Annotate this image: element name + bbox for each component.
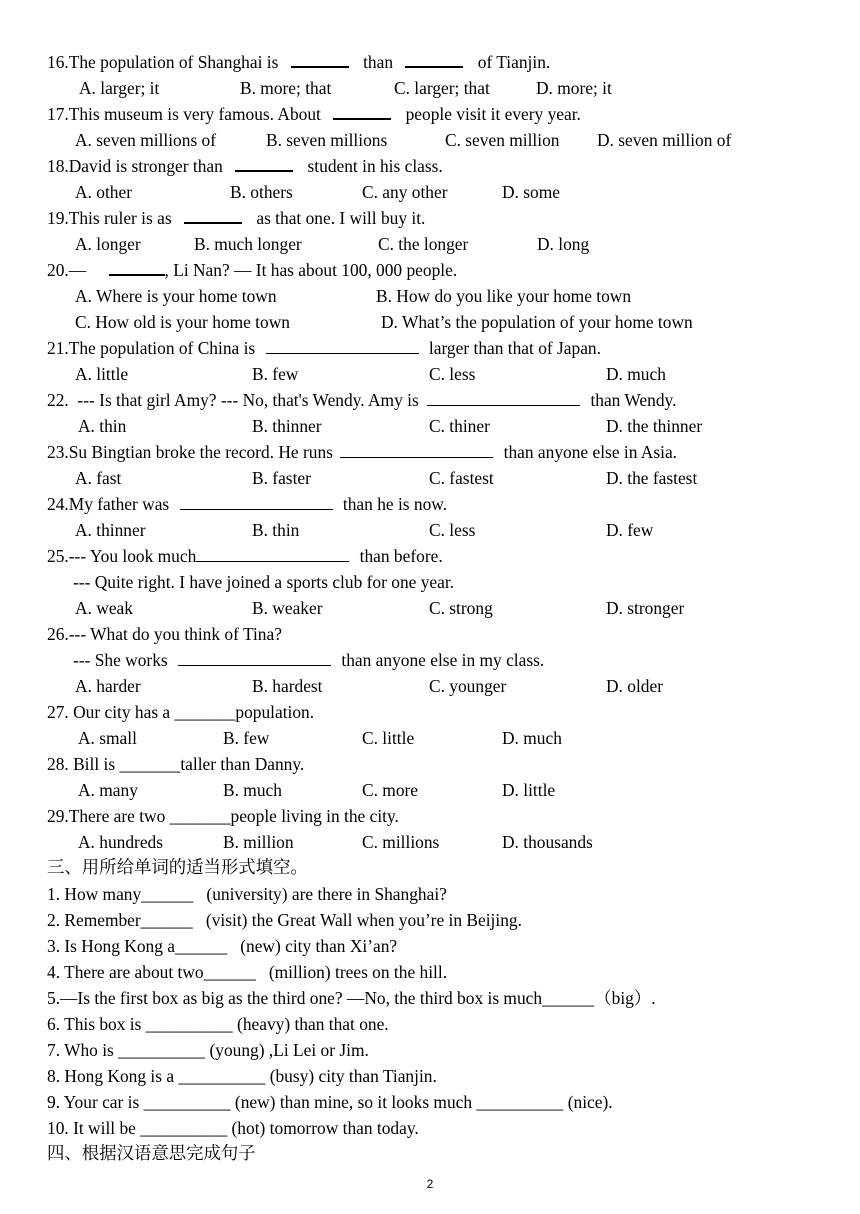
- fill-item-9: 9. Your car is __________ (new) than mine, so it looks much __________ (nice).: [47, 1092, 613, 1112]
- q16-text-b: than: [363, 52, 394, 72]
- q24-blank: [180, 494, 333, 510]
- q23-option-b: B. faster: [252, 468, 311, 488]
- q29-option-a: A. hundreds: [78, 832, 164, 852]
- q27-option-c: C. little: [362, 728, 415, 748]
- q25-text-a: 25.--- You look much: [47, 546, 197, 566]
- q24-option-c: C. less: [429, 520, 476, 540]
- q23-text-b: than anyone else in Asia.: [503, 442, 678, 462]
- q17-option-a: A. seven millions of: [75, 130, 217, 150]
- q25-option-b: B. weaker: [252, 598, 323, 618]
- q20-option-b: B. How do you like your home town: [376, 286, 632, 306]
- q23-option-d: D. the fastest: [606, 468, 698, 488]
- q22-text-b: than Wendy.: [590, 390, 677, 410]
- q26-option-a: A. harder: [75, 676, 141, 696]
- q19-option-a: A. longer: [75, 234, 141, 254]
- q27-option-d: D. much: [502, 728, 562, 748]
- q25-text-b: than before.: [359, 546, 443, 566]
- q19-option-b: B. much longer: [194, 234, 302, 254]
- q27-option-b: B. few: [223, 728, 270, 748]
- q21-blank: [266, 338, 419, 354]
- q17-option-c: C. seven million: [445, 130, 560, 150]
- q22-option-a: A. thin: [78, 416, 127, 436]
- q17-text-b: people visit it every year.: [405, 104, 581, 124]
- q24-text-b: than he is now.: [342, 494, 448, 514]
- q18-option-c: C. any other: [362, 182, 448, 202]
- q16-blank-1: [291, 51, 349, 68]
- q26-option-b: B. hardest: [252, 676, 323, 696]
- q21-option-a: A. little: [75, 364, 129, 384]
- q21-option-b: B. few: [252, 364, 299, 384]
- q20-option-d: D. What’s the population of your home town: [381, 312, 693, 332]
- fill-item-4: 4. There are about two______ (million) trees on the hill.: [47, 962, 448, 982]
- q21-option-d: D. much: [606, 364, 666, 384]
- q25-reply: --- Quite right. I have joined a sports club for one year.: [73, 572, 455, 592]
- q23-option-c: C. fastest: [429, 468, 494, 488]
- q24-text-a: 24.My father was: [47, 494, 170, 514]
- q19-blank: [184, 207, 242, 224]
- q16-option-d: D. more; it: [536, 78, 612, 98]
- q18-option-b: B. others: [230, 182, 293, 202]
- question-29: 29.There are two _______people living in the city.: [47, 806, 399, 826]
- question-21: [47, 337, 601, 359]
- q16-text-a: 16.The population of Shanghai is: [47, 52, 279, 72]
- q22-option-d: D. the thinner: [606, 416, 703, 436]
- question-23: [47, 441, 677, 463]
- q17-option-d: D. seven million of: [597, 130, 732, 150]
- q18-option-d: D. some: [502, 182, 560, 202]
- question-24: [47, 493, 447, 515]
- q18-text-a: 18.David is stronger than: [47, 156, 223, 176]
- fill-item-10: 10. It will be __________ (hot) tomorrow than today.: [47, 1118, 419, 1138]
- q20-option-c: C. How old is your home town: [75, 312, 290, 332]
- q25-option-d: D. stronger: [606, 598, 685, 618]
- q22-text-a: 22. --- Is that girl Amy? --- No, that's Wendy. Amy is: [47, 390, 419, 410]
- question-26: [47, 623, 282, 645]
- question-25: [47, 545, 443, 567]
- q23-blank: [340, 442, 493, 458]
- question-19: [47, 207, 425, 229]
- q28-option-d: D. little: [502, 780, 556, 800]
- fill-item-1: 1. How many______ (university) are there in Shanghai?: [47, 884, 447, 904]
- q26-option-c: C. younger: [429, 676, 507, 696]
- q26-option-d: D. older: [606, 676, 663, 696]
- q16-blank-2: [405, 51, 463, 68]
- question-16: [47, 51, 550, 73]
- q29-option-b: B. million: [223, 832, 294, 852]
- q22-blank: [427, 390, 580, 406]
- q25-blank: [196, 546, 349, 562]
- fill-item-2: 2. Remember______ (visit) the Great Wall when you’re in Beijing.: [47, 910, 522, 930]
- q24-option-a: A. thinner: [75, 520, 146, 540]
- q20-option-a: A. Where is your home town: [75, 286, 277, 306]
- q21-text-b: larger than that of Japan.: [428, 338, 601, 358]
- fill-item-3: 3. Is Hong Kong a______ (new) city than Xi’an?: [47, 936, 398, 956]
- q17-text-a: 17.This museum is very famous. About: [47, 104, 321, 124]
- fill-item-6: 6. This box is __________ (heavy) than that one.: [47, 1014, 389, 1034]
- q29-option-c: C. millions: [362, 832, 440, 852]
- q18-text-b: student in his class.: [307, 156, 443, 176]
- q24-option-b: B. thin: [252, 520, 300, 540]
- q20-blank: [109, 259, 165, 276]
- fill-item-5: 5.—Is the first box as big as the third one? —No, the third box is much______（big）.: [47, 988, 656, 1008]
- question-27: 27. Our city has a _______population.: [47, 702, 315, 722]
- section-4-heading: 四、根据汉语意思完成句子: [47, 1144, 256, 1164]
- q16-option-b: B. more; that: [240, 78, 332, 98]
- q16-option-a: A. larger; it: [79, 78, 160, 98]
- q27-option-a: A. small: [78, 728, 137, 748]
- q19-option-c: C. the longer: [378, 234, 469, 254]
- q16-option-c: C. larger; that: [394, 78, 490, 98]
- q28-option-c: C. more: [362, 780, 419, 800]
- q26-text-c: than anyone else in my class.: [341, 650, 545, 670]
- q28-option-b: B. much: [223, 780, 282, 800]
- q19-option-d: D. long: [537, 234, 590, 254]
- q23-text-a: 23.Su Bingtian broke the record. He runs: [47, 442, 333, 462]
- fill-item-7: 7. Who is __________ (young) ,Li Lei or Jim.: [47, 1040, 369, 1060]
- question-28: 28. Bill is _______taller than Danny.: [47, 754, 305, 774]
- section-3-heading: 三、用所给单词的适当形式填空。: [47, 858, 308, 878]
- q22-option-b: B. thinner: [252, 416, 322, 436]
- q26-reply: [73, 649, 544, 671]
- q17-blank: [333, 103, 391, 120]
- q23-option-a: A. fast: [75, 468, 122, 488]
- q28-option-a: A. many: [78, 780, 138, 800]
- q16-text-c: of Tianjin.: [477, 52, 551, 72]
- q25-option-a: A. weak: [75, 598, 133, 618]
- q22-option-c: C. thiner: [429, 416, 490, 436]
- fill-item-8: 8. Hong Kong is a __________ (busy) city than Tianjin.: [47, 1066, 437, 1086]
- q21-option-c: C. less: [429, 364, 476, 384]
- question-22: [47, 389, 676, 411]
- q26-text-a: 26.--- What do you think of Tina?: [47, 624, 282, 644]
- q29-option-d: D. thousands: [502, 832, 593, 852]
- q17-option-b: B. seven millions: [266, 130, 388, 150]
- q24-option-d: D. few: [606, 520, 654, 540]
- question-20: [47, 259, 457, 281]
- page-number: 2: [426, 1177, 434, 1191]
- q18-blank: [235, 155, 293, 172]
- q19-text-b: as that one. I will buy it.: [256, 208, 426, 228]
- q21-text-a: 21.The population of China is: [47, 338, 256, 358]
- q25-option-c: C. strong: [429, 598, 493, 618]
- question-17: [47, 103, 581, 125]
- q18-option-a: A. other: [75, 182, 132, 202]
- q19-text-a: 19.This ruler is as: [47, 208, 172, 228]
- q20-text-b: , Li Nan? — It has about 100, 000 people.: [164, 260, 458, 280]
- question-18: [47, 155, 443, 177]
- q26-blank: [178, 650, 331, 666]
- q20-text-a: 20.—: [47, 260, 87, 280]
- q26-text-b: --- She works: [73, 650, 168, 670]
